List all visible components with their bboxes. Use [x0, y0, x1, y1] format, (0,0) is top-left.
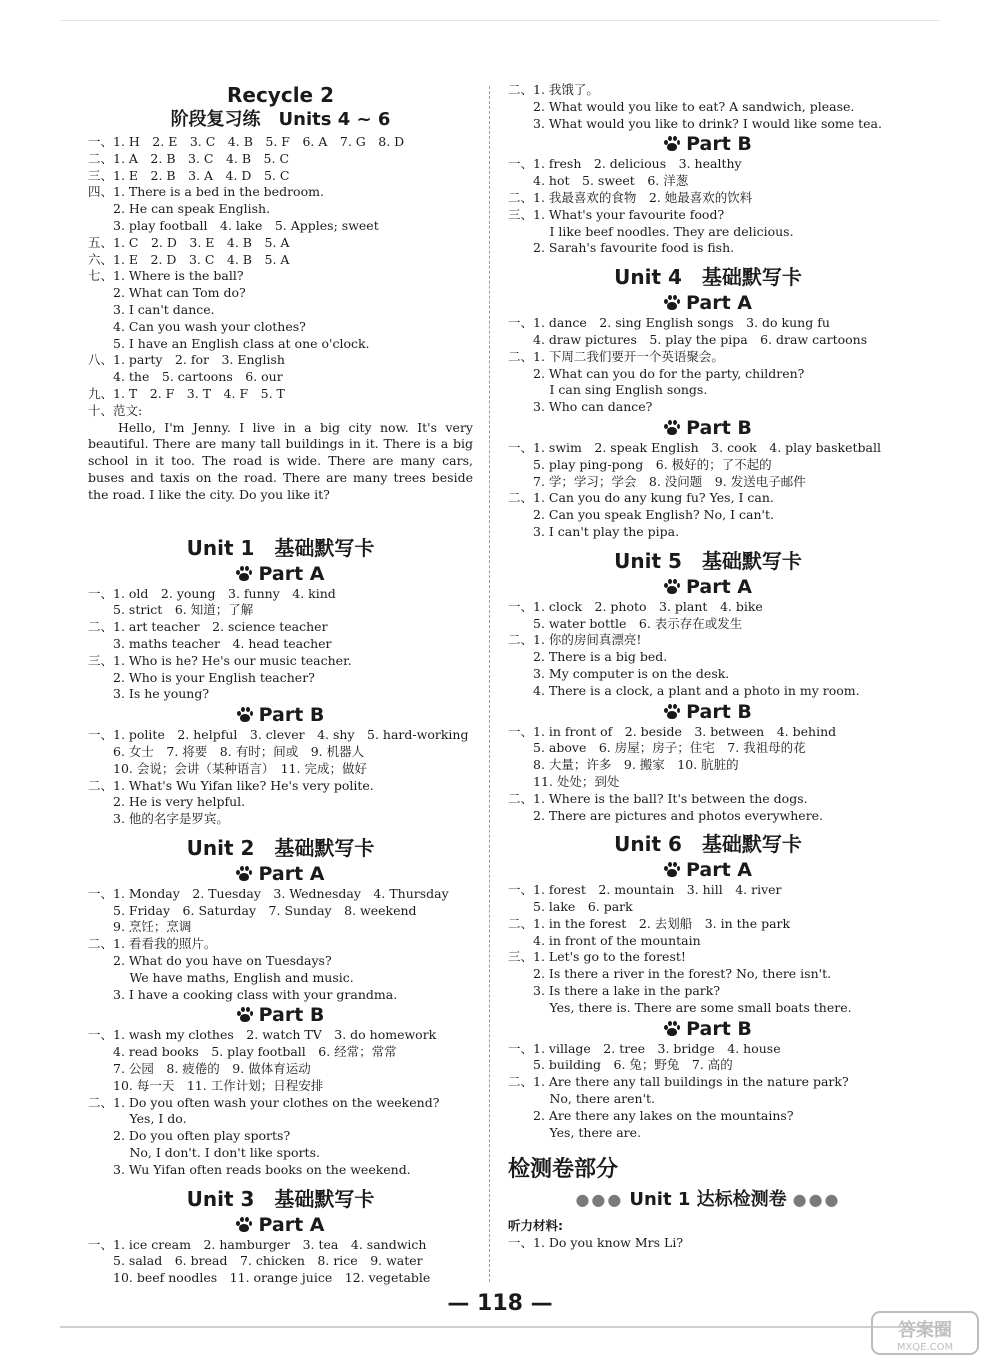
watermark-logo — [870, 1310, 980, 1356]
answer-line: 4. the 5. cartoons 6. our — [88, 369, 283, 385]
answer-line: 2. He is very helpful. — [88, 794, 246, 810]
answer-line: 7. 公园 8. 疲倦的 9. 做体育运动 — [88, 1061, 311, 1077]
answer-line: 2. What would you like to eat? A sandwich, please. — [508, 98, 855, 114]
answer-line: 4. draw pictures 5. play the pipa 6. draw cartoons — [508, 331, 868, 347]
part-label: Part A — [258, 862, 325, 885]
answer-line: 2. He can speak English. — [88, 201, 271, 217]
answer-line: 4. There is a clock, a plant and a photo in my room. — [508, 682, 860, 698]
answer-line: 二、1. What's Wu Yifan like? He's very polite. — [88, 777, 374, 793]
unit3-part-b-heading — [508, 132, 908, 156]
answer-line: 二、1. Where is the ball? It's between the dogs. — [508, 790, 808, 806]
answer-line: 二、1. 我最喜欢的食物 2. 她最喜欢的饮料 — [508, 189, 753, 205]
answer-line: 5. Friday 6. Saturday 7. Sunday 8. weekend — [88, 902, 417, 918]
answer-line: 一、1. fresh 2. delicious 3. healthy — [508, 156, 742, 172]
unit6-part-a-heading — [508, 858, 908, 882]
answer-line: 三、1. What's your favourite food? — [508, 206, 725, 222]
answer-line: 二、1. 看看我的照片。 — [88, 936, 217, 952]
answer-line: 四、1. There is a bed in the bedroom. — [88, 184, 324, 200]
part-label: Part B — [258, 1004, 325, 1027]
page-number: — 118 — — [447, 1291, 553, 1316]
answer-line: 二、1. 下周二我们要开一个英语聚会。 — [508, 348, 724, 364]
answer-line: 一、1. dance 2. sing English songs 3. do kung fu — [508, 315, 830, 331]
answer-line: 二、1. Are there any tall buildings in the nature park? — [508, 1074, 849, 1090]
answer-line: Yes, there is. There are some small boats there. — [508, 999, 852, 1015]
answer-line: 一、1. old 2. young 3. funny 4. kind — [88, 585, 336, 601]
answer-line: 二、1. Do you often wash your clothes on the weekend? — [88, 1094, 440, 1110]
answer-line: 4. Can you wash your clothes? — [88, 318, 306, 334]
answer-line: 2. Can you speak English? No, I can't. — [508, 507, 774, 523]
paw-icon — [664, 579, 680, 595]
answer-line: 2. What can you do for the party, children? — [508, 365, 805, 381]
answer-line: 二、1. Can you do any kung fu? Yes, I can. — [508, 490, 774, 506]
unit6-part-b-heading — [508, 1017, 908, 1041]
unit1-title: Unit 1 基础默写卡 — [186, 535, 375, 560]
unit2-part-b-heading — [88, 1003, 473, 1027]
paw-icon — [237, 707, 253, 723]
paw-icon — [236, 866, 252, 882]
column-divider — [489, 86, 490, 1282]
answer-line: 三、1. Who is he? He's our music teacher. — [88, 652, 352, 668]
answer-line: 2. There is a big bed. — [508, 649, 668, 665]
unit3-part-a-heading — [88, 1213, 473, 1237]
answer-line: 5. strict 6. 知道；了解 — [88, 602, 254, 618]
unit6-title: Unit 6 基础默写卡 — [614, 832, 802, 857]
answer-line: 4. in front of the mountain — [508, 932, 701, 948]
answer-line: 5. above 6. 房屋；房子；住宅 7. 我祖母的花 — [508, 740, 806, 756]
answer-line: 一、1. forest 2. mountain 3. hill 4. river — [508, 882, 782, 898]
unit5-part-b-heading — [508, 700, 908, 724]
part-label: Part B — [686, 1017, 752, 1040]
answer-line: 10. 会说；会讲（某种语言） 11. 完成；做好 — [88, 760, 367, 776]
part-label: Part B — [686, 700, 752, 723]
answer-line: 10. beef noodles 11. orange juice 12. vegetable — [88, 1270, 431, 1286]
answer-line: 二、1. A 2. B 3. C 4. B 5. C — [88, 150, 290, 166]
answer-line: 一、1. H 2. E 3. C 4. B 5. F 6. A 7. G 8. D — [88, 134, 405, 149]
answer-line: I like beef noodles. They are delicious. — [508, 223, 794, 239]
paw-icon — [664, 136, 680, 152]
answer-line: 九、1. T 2. F 3. T 4. F 5. T — [88, 385, 285, 401]
answer-line: 一、1. village 2. tree 3. bridge 4. house — [508, 1040, 781, 1056]
unit5-part-a-heading — [508, 575, 908, 599]
answer-line: 3. Is he young? — [88, 686, 210, 702]
recycle-answers — [88, 134, 473, 504]
answer-line: 一、1. Do you know Mrs Li? — [508, 1235, 684, 1251]
unit4-part-a-heading — [508, 291, 908, 315]
paw-icon — [664, 420, 680, 436]
answer-line: 11. 处处；到处 — [508, 773, 620, 789]
answer-line: 3. maths teacher 4. head teacher — [88, 635, 332, 651]
unit2-part-a-heading — [88, 862, 473, 886]
unit1-part-b-heading — [88, 703, 473, 727]
dots-decoration: ●●● — [792, 1190, 841, 1210]
answer-line: 5. lake 6. park — [508, 899, 633, 915]
part-label: Part A — [685, 292, 752, 315]
answer-line: 6. 女士 7. 将要 8. 有时；间或 9. 机器人 — [88, 743, 365, 759]
answer-line: Yes, there are. — [508, 1124, 642, 1140]
answer-line: 2. Do you often play sports? — [88, 1128, 291, 1144]
unit5-title: Unit 5 基础默写卡 — [614, 548, 802, 573]
answer-line: 七、1. Where is the ball? — [88, 268, 244, 284]
unit1-part-a-heading — [88, 562, 473, 586]
answer-line: 2. What do you have on Tuesdays? — [88, 953, 332, 969]
answer-line: 一、1. ice cream 2. hamburger 3. tea 4. sandwich — [88, 1236, 427, 1252]
answer-line: 2. There are pictures and photos everywhere. — [508, 807, 824, 823]
answer-line: 7. 学；学习；学会 8. 没问题 9. 发送电子邮件 — [508, 473, 806, 489]
answer-line: Yes, I do. — [88, 1111, 187, 1127]
answer-line: 2. Are there any lakes on the mountains? — [508, 1107, 794, 1123]
answer-line: 3. I can't play the pipa. — [508, 523, 680, 539]
paw-icon — [664, 295, 680, 311]
model-essay: Hello, I'm Jenny. I live in a big city now. It's very beautiful. There are many tall buildings in it. There is a big school in it too. The road is wide. There are many cars, buses and taxis on the road. There are many trees beside the road. I like the city. Do you like it? — [88, 419, 473, 502]
part-label: Part A — [685, 859, 752, 882]
unit4-title: Unit 4 基础默写卡 — [614, 265, 802, 290]
paw-icon — [664, 1021, 680, 1037]
answer-line: 一、1. swim 2. speak English 3. cook 4. play basketball — [508, 439, 881, 455]
paw-icon — [236, 566, 252, 582]
answer-line: 2. Sarah's favourite food is fish. — [508, 240, 735, 256]
answer-line: 3. My computer is on the desk. — [508, 665, 730, 681]
answer-line: 一、1. wash my clothes 2. watch TV 3. do homework — [88, 1027, 437, 1043]
unit3-title: Unit 3 基础默写卡 — [186, 1186, 375, 1211]
recycle-title: Recycle 2 — [226, 83, 334, 107]
answer-line: 5. water bottle 6. 表示存在或发生 — [508, 615, 743, 631]
answer-line: 3. Wu Yifan often reads books on the weekend. — [88, 1161, 411, 1177]
part-label: Part B — [686, 133, 752, 156]
answer-line: 8. 大量；许多 9. 搬家 10. 肮脏的 — [508, 757, 739, 773]
answer-line: 5. play ping-pong 6. 极好的；了不起的 — [508, 456, 772, 472]
listening-label: 听力材料: — [508, 1218, 563, 1234]
answer-line: 二、1. in the forest 2. 去划船 3. in the park — [508, 915, 791, 931]
answer-line: 一、1. in front of 2. beside 3. between 4. behind — [508, 723, 837, 739]
answer-line: 2. Who is your English teacher? — [88, 669, 315, 685]
answer-line: 4. hot 5. sweet 6. 洋葱 — [508, 173, 689, 189]
tests-section-title: 检测卷部分 — [508, 1157, 619, 1183]
unit4-part-b-heading — [508, 416, 908, 440]
answer-line: We have maths, English and music. — [88, 969, 354, 985]
unit1-test-title: Unit 1 达标检测卷 — [629, 1189, 787, 1211]
answer-line: 一、1. polite 2. helpful 3. clever 4. shy 5. hard-working — [88, 727, 469, 743]
answer-line: 3. I have a cooking class with your grandma. — [88, 986, 398, 1002]
answer-line: 3. play football 4. lake 5. Apples; sweet — [88, 217, 379, 233]
left-column — [88, 82, 473, 1287]
answer-line: 3. What would you like to drink? I would like some tea. — [508, 115, 882, 131]
answer-line: 二、1. art teacher 2. science teacher — [88, 619, 328, 635]
answer-line: 3. 他的名字是罗宾。 — [88, 811, 229, 827]
part-label: Part B — [258, 704, 325, 727]
answer-line: I can sing English songs. — [508, 382, 708, 398]
recycle-subtitle: 阶段复习练 Units 4 ~ 6 — [170, 109, 391, 130]
answer-line: 三、1. E 2. B 3. A 4. D 5. C — [88, 167, 290, 183]
bottom-border — [60, 1326, 940, 1328]
answer-line: 9. 烹饪；烹调 — [88, 919, 192, 935]
answer-line: 十、范文: — [88, 402, 143, 418]
answer-line: 二、1. 我饿了。 — [508, 82, 599, 97]
answer-line: 3. I can't dance. — [88, 301, 215, 317]
part-label: Part A — [258, 562, 325, 585]
paw-icon — [236, 1217, 252, 1233]
answer-line: 5. salad 6. bread 7. chicken 8. rice 9. water — [88, 1253, 423, 1269]
answer-line: 3. Who can dance? — [508, 399, 653, 415]
answer-line: 一、1. clock 2. photo 3. plant 4. bike — [508, 598, 763, 614]
unit2-title: Unit 2 基础默写卡 — [186, 835, 375, 860]
paw-icon — [664, 704, 680, 720]
paw-icon — [237, 1007, 253, 1023]
answer-line: 5. I have an English class at one o'clock. — [88, 335, 370, 351]
answer-line: 一、1. Monday 2. Tuesday 3. Wednesday 4. Thursday — [88, 885, 449, 901]
part-label: Part B — [686, 416, 752, 439]
dots-decoration: ●●● — [575, 1190, 624, 1210]
svg-text:答案圈: 答案圈 — [898, 1320, 952, 1341]
part-label: Part A — [685, 575, 752, 598]
answer-line: 五、1. C 2. D 3. E 4. B 5. A — [88, 234, 290, 250]
answer-line: 10. 每一天 11. 工作计划；日程安排 — [88, 1077, 324, 1093]
answer-line: 八、1. party 2. for 3. English — [88, 352, 285, 368]
answer-line: No, I don't. I don't like sports. — [88, 1145, 320, 1161]
answer-line: 4. read books 5. play football 6. 经常；常常 — [88, 1044, 397, 1060]
answer-line: 六、1. E 2. D 3. C 4. B 5. A — [88, 251, 290, 267]
answer-line: 2. Is there a river in the forest? No, there isn't. — [508, 966, 832, 982]
svg-text:MXQE.COM: MXQE.COM — [896, 1342, 954, 1353]
paw-icon — [664, 862, 680, 878]
answer-line: 三、1. Let's go to the forest! — [508, 949, 686, 965]
top-border — [60, 20, 940, 21]
unit1-test-heading — [508, 1187, 908, 1213]
answer-line: No, there aren't. — [508, 1091, 656, 1107]
answer-line: 3. Is there a lake in the park? — [508, 983, 721, 999]
answer-line: 2. What can Tom do? — [88, 285, 246, 301]
answer-line: 5. building 6. 兔；野兔 7. 高的 — [508, 1057, 733, 1073]
answer-line: 二、1. 你的房间真漂亮! — [508, 632, 642, 648]
right-column — [508, 82, 908, 1252]
part-label: Part A — [258, 1213, 325, 1236]
